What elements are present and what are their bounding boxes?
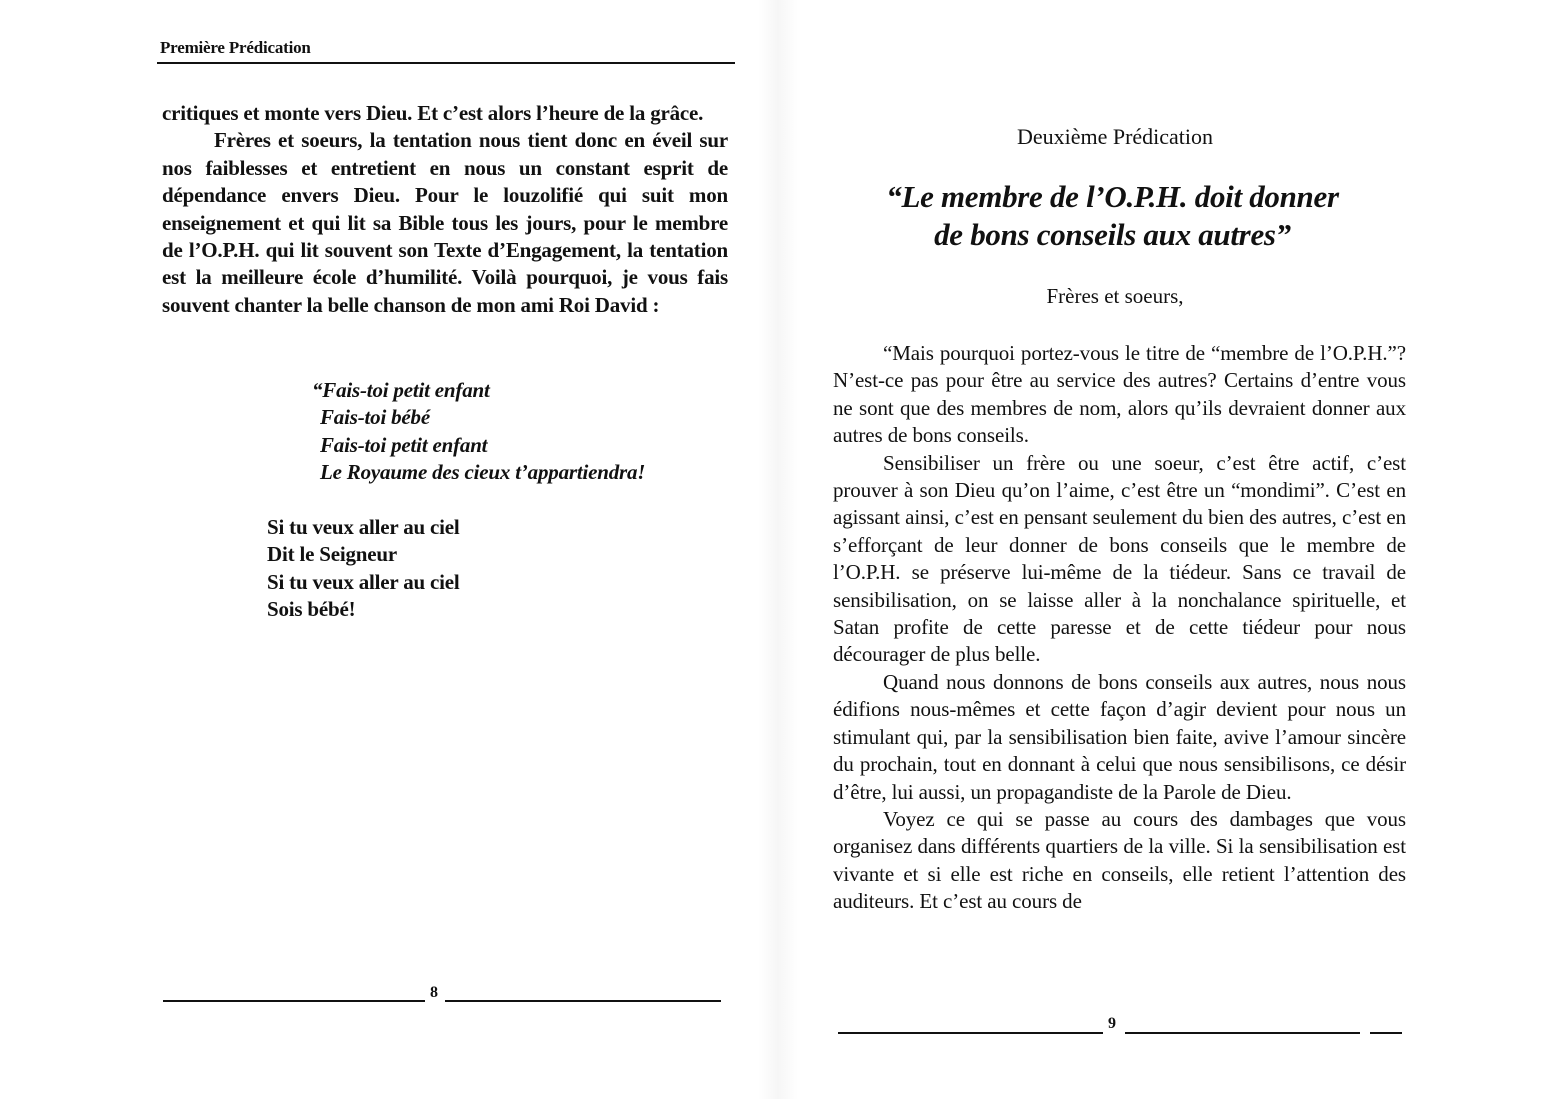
footer-rule-left <box>163 1000 425 1002</box>
lyric-line: “Fais-toi petit enfant <box>312 378 490 402</box>
paragraph: Sensibiliser un frère ou une soeur, c’est être actif, c’est prouver à son Dieu qu’on l’aime, c’est être un “mondimi”. C’est en agissant ainsi, c’est en pensant seulement du bien des autres, c’est en s’efforçant de leur donner de bons conseils que le membre de l’O.P.H. se préserve lui-même de la tiédeur. Sans ce travail de sensibilisation, on se laisse aller à la nonchalance spirituelle, et Satan profite de cette paresse et de cette tiédeur pour nous décourager de plus belle. <box>833 450 1406 667</box>
footer-rule-tail <box>1370 1032 1402 1034</box>
header-rule <box>157 62 735 64</box>
section-label: Deuxième Prédication <box>1016 124 1214 149</box>
lyric-line: Fais-toi bébé <box>320 405 430 430</box>
footer-rule-right <box>445 1000 721 1002</box>
lyric-line: Si tu veux aller au ciel <box>267 569 460 594</box>
lyric-line: Le Royaume des cieux t’appartiendra! <box>320 460 646 485</box>
paragraph: Quand nous donnons de bons conseils aux autres, nous nous édifions nous-mêmes et cette façon d’agir devient pour nous un stimulant qui, par la sensibilisation bien faite, avive l’amour sincère du prochain, tout en donnant à celui que nous sensibilisons, ce désir d’être, lui aussi, un propagandiste de la Parole de Dieu. <box>833 669 1406 804</box>
page-number: 8 <box>430 984 438 1001</box>
left-page-body <box>162 100 728 319</box>
sermon-title <box>840 178 1385 254</box>
lyric-line: Sois bébé! <box>267 597 356 622</box>
song-lyrics-plain <box>267 514 460 624</box>
paragraph: “Mais pourquoi portez-vous le titre de “membre de l’O.P.H.”? N’est-ce pas pour être au service des autres? Certains d’entre vous ne sont que des membres de nom, alors qu’ils devraient donner aux autres de bons conseils. <box>833 341 1406 448</box>
right-page-body <box>833 340 1406 916</box>
footer-rule-left <box>838 1032 1103 1034</box>
paragraph: Frères et soeurs, la tentation nous tient donc en éveil sur nos faiblesses et entretient en nous un constant esprit de dépendance envers Dieu. Pour le louzolifié qui suit mon enseignement et qui lit sa Bible tous les jours, pour le membre de l’O.P.H. qui lit souvent son Texte d’Engagement, la tentation est la meilleure école d’humilité. Voilà pourquoi, je vous fais souvent chanter la belle chanson de mon ami Roi David : <box>162 128 728 317</box>
title-line: de bons conseils aux autres” <box>934 217 1291 252</box>
lyric-line: Fais-toi petit enfant <box>320 432 488 457</box>
lyric-line: Dit le Seigneur <box>267 542 397 567</box>
salutation: Frères et soeurs, <box>1046 284 1184 308</box>
lyric-line: Si tu veux aller au ciel <box>267 515 460 539</box>
paragraph: Voyez ce qui se passe au cours des dambages que vous organisez dans différents quartiers de la ville. Si la sensibilisation est vivante et si elle est riche en conseils, elle retient l’attention des auditeurs. Et c’est au cours de <box>833 806 1406 914</box>
page-number: 9 <box>1108 1015 1116 1032</box>
footer-rule-right <box>1125 1032 1360 1034</box>
running-header: Première Prédication <box>160 38 311 57</box>
song-lyrics-italic <box>312 377 646 487</box>
paragraph: critiques et monte vers Dieu. Et c’est alors l’heure de la grâce. <box>162 101 704 125</box>
title-line: “Le membre de l’O.P.H. doit donner <box>886 179 1339 214</box>
book-spine-shadow <box>758 0 798 1099</box>
